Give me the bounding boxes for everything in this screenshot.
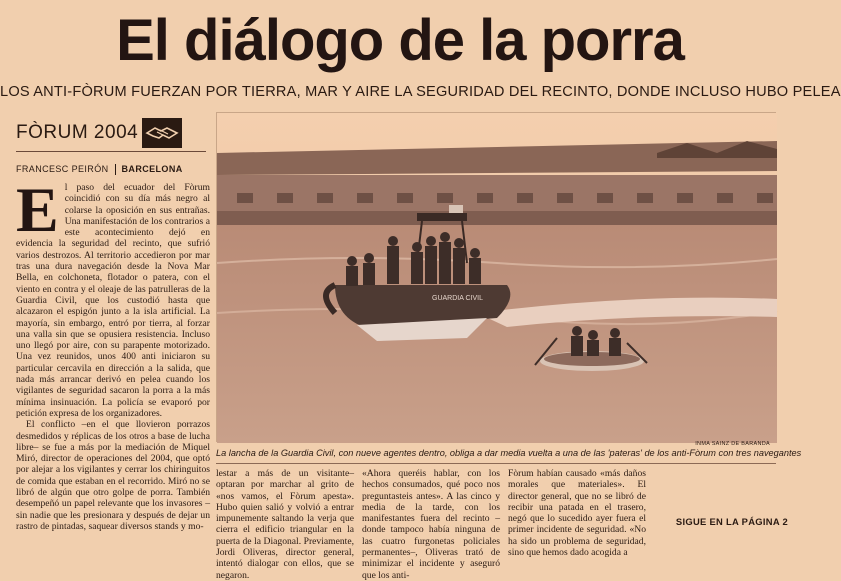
drop-cap: E [16,174,59,245]
section-tag [16,118,206,148]
section-label: FÒRUM 2004 [16,122,139,143]
author: FRANCESC PEIRÓN [16,164,109,174]
photo-caption: La lancha de la Guardia Civil, con nueve agentes dentro, obliga a dar media vuelta a una de las 'pateras' de los anti-Fòrum con tres navegantes [216,448,802,458]
news-photo [216,112,776,442]
text-column-3: «Ahora queréis hablar, con los hechos consumados, qué poco nos preguntasteis antes». A las cinco y media de la tarde, con los manifestantes fuera del recinto –donde tampoco había ninguna de las cuatro furgonetas policiales permanentes–, Oliveras trató de minimizar el incidente y aseguró que los anti- [362,468,500,581]
photo-boats-scene [217,113,777,443]
caption-rule [216,463,776,464]
text-column-2: lestar a más de un visitante– optaran por marchar al grito de «nos vamos, el Fòrum apesta». Hubo quien salió y volvió a entrar impunemente saltando la verja que cierra el edificio triangular en la puerta de la Diagonal. Previamente, Jordi Oliveras, director general, intentó dialogar con ellos, que se negaron. [216,468,354,581]
boat-label: GUARDIA CIVIL [432,295,483,302]
dateline-city: BARCELONA [121,164,183,174]
headline: El diálogo de la porra [116,8,684,73]
byline-separator [115,164,116,175]
text-column-1 [16,174,210,532]
section-rule [16,151,206,152]
continue-link[interactable]: SIGUE EN LA PÁGINA 2 [675,516,788,527]
photo-credit: INMA SAINZ DE BARANDA [695,441,770,447]
handshake-logo-icon [142,118,182,148]
subheadline: LOS ANTI-FÒRUM FUERZAN POR TIERRA, MAR Y AIRE LA SEGURIDAD DEL RECINTO, DONDE INCLUSO HUBO PELEA [0,84,841,100]
paragraph-2: El conflicto –en el que llovieron porrazos desmedidos y réplicas de los otros a base de lucha libre– se fue a más por la mediación de Miquel Miró, director de operaciones del 2004, que optó por alejar a los vigilantes y cerrar los chiringuitos de comida que estaban en el recorrido. Miró no se libró de algún que otro golpe de porra. También desempeñó un papel relevante que los invasores –sin nadie que les presionara y después de dejar un rastro de pintadas, saquear diversos stands y mo- [16,419,210,532]
paragraph-1: l paso del ecuador del Fòrum coincidió con su día más negro al colarse la oposición en sus entrañas. Una manifestación de los contrarios a este acontecimiento dejó en evidencia la seguridad del recinto, que sufrió varios destrozos. Al territorio accedieron por mar tras una dura navegación desde la Nova Mar Bella, en colchoneta, flotador o patera, con el viento en contra y el oleaje de las patrulleras de la Guardia Civil, que los custodió hasta que alcazaron el espigón junto a la isla artificial. La mayoría, sin embargo, entró por tierra, al forzar una valla sin que se opusiera resistencia. Incluso uno llegó por aire, con su parapente motorizado. Una vez reunidos, unos 400 anti iniciaron su particular cercavila en dirección a la salida, que nada más arrancar derivó en pelea cuando los vigilantes de seguridad sacaron la porra a la más mínima insinuación. La policía se evaporó por petición expresa de los organizadores. [16,182,210,419]
text-column-4: Fòrum habían causado «más daños morales que materiales». El director general, que no se libró de recibir una patada en el trasero, negó que lo sucedido ayer fuera el primer incidente de seguridad. «No ha sido un problema de seguridad, sino que hemos dado acogida a [508,468,646,559]
